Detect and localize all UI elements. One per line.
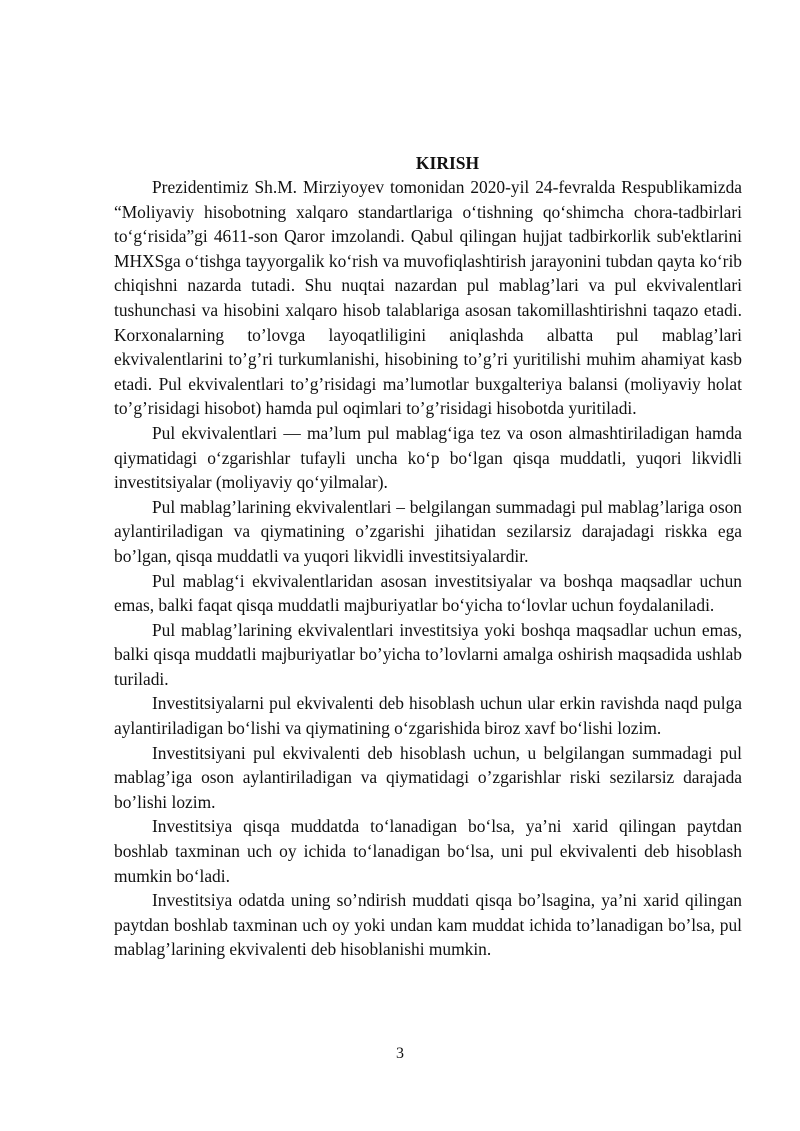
paragraph: Pul mablag’larining ekvivalentlari – belgilangan summadagi pul mablag’lariga oson aylantiriladigan va qiymatining o’zgarishi jihatidan sezilarsiz darajadagi riskka ega bo’lgan, qisqa muddatli va yuqori likvidli investitsiyalardir. <box>114 496 742 566</box>
paragraph: Prezidentimiz Sh.M. Mirziyoyev tomonidan 2020-yil 24-fevralda Respublikamizda “Moliyaviy hisobotning xalqaro standartlariga o‘tishning qo‘shimcha chora-tadbirlari to‘g‘risida”gi 4611-son Qaror imzolandi. Qabul qilingan hujjat tadbirkorlik sub'ektlarini MHXSga o‘tishga tayyorgalik ko‘rish va muvofiqlashtirish jarayonini tubdan qayta ko‘rib chiqishni nazarda tutadi. Shu nuqtai nazardan pul mablag’lari va pul ekvivalentlari tushunchasi va hisobini xalqaro hisob talablariga asosan takomillashtirishni taqazo etadi. Korxonalarning to’lovga layoqatliligini aniqlashda albatta pul mablag’lari ekvivalentlarini to’g’ri turkumlanishi, hisobining to’g’ri yuritilishi muhim ahamiyat kasb etadi. Pul ekvivalentlari to’g’risidagi ma’lumotlar buxgalteriya balansi (moliyaviy holat to’g’risidagi hisobot) hamda pul oqimlari to’g’risidagi hisobotda yuritiladi. <box>114 177 742 419</box>
paragraph: Investitsiyani pul ekvivalenti deb hisoblash uchun, u belgilangan summadagi pul mablag’iga oson aylantiriladigan va qiymatidagi o’zgarishlar riski sezilarsiz darajada bo’lishi lozim. <box>114 742 742 812</box>
paragraph: Pul ekvivalentlari — ma’lum pul mablag‘iga tez va oson almashtiriladigan hamda qiymatidagi o‘zgarishlar tufayli uncha ko‘p bo‘lgan qisqa muddatli, yuqori likvidli investitsiyalar (moliyaviy qo‘yilmalar). <box>114 422 742 493</box>
document-body <box>114 175 742 962</box>
paragraph: Pul mablag’larining ekvivalentlari investitsiya yoki boshqa maqsadlar uchun emas, balki qisqa muddatli majburiyatlar bo’yicha to’lovlarni amalga oshirish maqsadida ushlab turiladi. <box>114 619 742 689</box>
page-title: KIRISH <box>415 153 480 173</box>
paragraph: Pul mablag‘i ekvivalentlaridan asosan investitsiyalar va boshqa maqsadlar uchun emas, balki faqat qisqa muddatli majburiyatlar bo‘yicha to‘lovlar uchun foydalaniladi. <box>114 570 742 616</box>
page-number: 3 <box>396 1045 404 1062</box>
paragraph: Investitsiya odatda uning so’ndirish muddati qisqa bo’lsagina, ya’ni xarid qilingan paytdan boshlab taxminan uch oy yoki undan kam muddat ichida to’lanadigan bo’lsa, pul mablag’larining ekvivalenti deb hisoblanishi mumkin. <box>114 890 742 960</box>
paragraph: Investitsiya qisqa muddatda to‘lanadigan bo‘lsa, ya’ni xarid qilingan paytdan boshlab taxminan uch oy ichida to‘lanadigan bo‘lsa, uni pul ekvivalenti deb hisoblash mumkin bo‘ladi. <box>114 816 742 886</box>
paragraph: Investitsiyalarni pul ekvivalenti deb hisoblash uchun ular erkin ravishda naqd pulga aylantiriladigan bo‘lishi va qiymatining o‘zgarishida biroz xavf bo‘lishi lozim. <box>114 693 742 739</box>
